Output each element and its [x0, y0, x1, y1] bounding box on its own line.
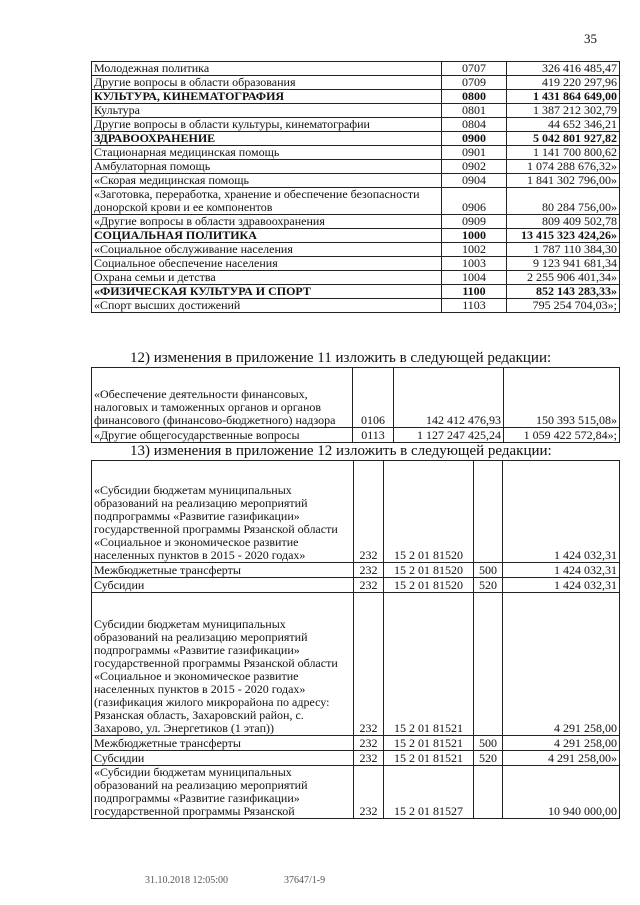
row-name: Межбюджетные трансферты: [92, 736, 354, 751]
footer-doc-code: 37647/1-9: [284, 875, 326, 886]
table-row: [92, 229, 620, 243]
row-amount-1: 142 412 476,93: [394, 368, 504, 428]
row-amount-1: 1 127 247 425,24: [394, 428, 504, 443]
row-amount: 1 431 864 649,00: [507, 90, 620, 104]
row-code: 0113: [353, 428, 394, 443]
row-code: 0909: [442, 215, 507, 229]
appendix-12-table: [91, 460, 620, 819]
row-name: Стационарная медицинская помощь: [92, 146, 442, 160]
table-row: [92, 174, 620, 188]
table-row: [92, 62, 620, 76]
table-row: [92, 257, 620, 271]
table-row: [92, 461, 620, 563]
row-vr-code: [474, 593, 503, 736]
row-code: 1003: [442, 257, 507, 271]
row-name: Другие вопросы в области культуры, кинематографии: [92, 118, 442, 132]
table-row: [92, 736, 620, 751]
amendment-heading-12: 12) изменения в приложение 11 изложить в следующей редакции:: [130, 350, 552, 366]
row-amount: 1 841 302 796,00»: [507, 174, 620, 188]
row-gr-code: 232: [354, 736, 384, 751]
row-code: 0709: [442, 76, 507, 90]
row-amount: 13 415 323 424,26»: [507, 229, 620, 243]
table-row: [92, 299, 620, 313]
budget-table-sections: [91, 61, 620, 313]
table-row: [92, 188, 620, 215]
row-name: «ФИЗИЧЕСКАЯ КУЛЬТУРА И СПОРТ: [92, 285, 442, 299]
table-row: [92, 104, 620, 118]
row-amount: 2 255 906 401,34»: [507, 271, 620, 285]
row-code: 0106: [353, 368, 394, 428]
row-name: «Социальное обслуживание населения: [92, 243, 442, 257]
table-row: [92, 90, 620, 104]
row-name: Межбюджетные трансферты: [92, 563, 354, 578]
row-code: 0801: [442, 104, 507, 118]
row-amount-2: 150 393 515,08»: [504, 368, 620, 428]
row-code: 0900: [442, 132, 507, 146]
table-row: [92, 751, 620, 766]
row-amount: 326 416 485,47: [507, 62, 620, 76]
row-code: 1004: [442, 271, 507, 285]
row-csr-code: 15 2 01 81520: [384, 578, 474, 593]
row-name: Субсидии бюджетам муниципальных образований на реализацию мероприятий подпрограммы «Развитие газификации» государственной программы Рязанской области «Социальное и экономическое развитие населенных пунктов в 2015 - 2020 годах» (газификация жилого микрорайона по адресу: Рязанская область, Захаровский район, с. Захарово, ул. Энергетиков (1 этап)): [92, 593, 354, 736]
row-code: 1100: [442, 285, 507, 299]
row-name: Другие вопросы в области образования: [92, 76, 442, 90]
row-code: 1002: [442, 243, 507, 257]
row-amount: 419 220 297,96: [507, 76, 620, 90]
row-vr-code: [474, 461, 503, 563]
table-row: [92, 215, 620, 229]
row-name: «Другие вопросы в области здравоохранения: [92, 215, 442, 229]
table-row: [92, 118, 620, 132]
row-csr-code: 15 2 01 81521: [384, 593, 474, 736]
table-row: [92, 593, 620, 736]
row-amount: 9 123 941 681,34: [507, 257, 620, 271]
table-row: [92, 368, 620, 428]
row-amount: 1 141 700 800,62: [507, 146, 620, 160]
row-amount: 1 387 212 302,79: [507, 104, 620, 118]
row-amount: 80 284 756,00»: [507, 188, 620, 215]
row-amount: 1 424 032,31: [503, 461, 620, 563]
row-name: ЗДРАВООХРАНЕНИЕ: [92, 132, 442, 146]
row-amount: 852 143 283,33»: [507, 285, 620, 299]
row-csr-code: 15 2 01 81527: [384, 766, 474, 819]
row-name: Культура: [92, 104, 442, 118]
row-amount: 10 940 000,00: [503, 766, 620, 819]
row-name: «Субсидии бюджетам муниципальных образований на реализацию мероприятий подпрограммы «Развитие газификации» государственной программы Рязанской: [92, 766, 354, 819]
row-gr-code: 232: [354, 578, 384, 593]
row-gr-code: 232: [354, 461, 384, 563]
row-name: Молодежная политика: [92, 62, 442, 76]
footer-date: 31.10.2018 12:05:00: [145, 875, 229, 886]
row-name: Охрана семьи и детства: [92, 271, 442, 285]
row-name: «Скорая медицинская помощь: [92, 174, 442, 188]
row-name: «Заготовка, переработка, хранение и обеспечение безопасности донорской крови и ее компонентов: [92, 188, 442, 215]
row-amount: 5 042 801 927,82: [507, 132, 620, 146]
table-row: [92, 76, 620, 90]
row-csr-code: 15 2 01 81521: [384, 736, 474, 751]
table-row: [92, 563, 620, 578]
table-row: [92, 146, 620, 160]
row-name: «Субсидии бюджетам муниципальных образований на реализацию мероприятий подпрограммы «Развитие газификации» государственной программы Рязанской области «Социальное и экономическое развитие населенных пунктов в 2015 - 2020 годах»: [92, 461, 354, 563]
row-name: Субсидии: [92, 578, 354, 593]
row-amount: 44 652 346,21: [507, 118, 620, 132]
table-row: [92, 243, 620, 257]
row-name: «Спорт высших достижений: [92, 299, 442, 313]
row-code: 0901: [442, 146, 507, 160]
row-amount: 4 291 258,00»: [503, 751, 620, 766]
row-gr-code: 232: [354, 593, 384, 736]
row-csr-code: 15 2 01 81520: [384, 563, 474, 578]
row-amount: 809 409 502,78: [507, 215, 620, 229]
table-row: [92, 132, 620, 146]
row-name: Субсидии: [92, 751, 354, 766]
row-name: Амбулаторная помощь: [92, 160, 442, 174]
row-vr-code: [474, 766, 503, 819]
table-row: [92, 160, 620, 174]
row-gr-code: 232: [354, 563, 384, 578]
row-code: 0800: [442, 90, 507, 104]
row-amount: 795 254 704,03»;: [507, 299, 620, 313]
appendix-11-table: [91, 367, 620, 443]
row-name: «Обеспечение деятельности финансовых, налоговых и таможенных органов и органов финансового (финансово-бюджетного) надзора: [92, 368, 353, 428]
row-name: КУЛЬТУРА, КИНЕМАТОГРАФИЯ: [92, 90, 442, 104]
table-row: [92, 578, 620, 593]
row-vr-code: 500: [474, 563, 503, 578]
row-amount-2: 1 059 422 572,84»;: [504, 428, 620, 443]
row-vr-code: 520: [474, 578, 503, 593]
table-row: [92, 271, 620, 285]
row-name: СОЦИАЛЬНАЯ ПОЛИТИКА: [92, 229, 442, 243]
row-code: 0707: [442, 62, 507, 76]
row-name: «Другие общегосударственные вопросы: [92, 428, 353, 443]
row-amount: 4 291 258,00: [503, 736, 620, 751]
row-amount: 4 291 258,00: [503, 593, 620, 736]
page-number: 35: [584, 31, 597, 46]
row-code: 1000: [442, 229, 507, 243]
row-csr-code: 15 2 01 81520: [384, 461, 474, 563]
row-code: 0804: [442, 118, 507, 132]
row-amount: 1 787 110 384,30: [507, 243, 620, 257]
row-amount: 1 074 288 676,32»: [507, 160, 620, 174]
row-code: 0906: [442, 188, 507, 215]
row-gr-code: 232: [354, 751, 384, 766]
row-vr-code: 520: [474, 751, 503, 766]
row-csr-code: 15 2 01 81521: [384, 751, 474, 766]
row-gr-code: 232: [354, 766, 384, 819]
row-vr-code: 500: [474, 736, 503, 751]
table-row: [92, 766, 620, 819]
table-row: [92, 285, 620, 299]
row-code: 0904: [442, 174, 507, 188]
row-code: 1103: [442, 299, 507, 313]
row-name: Социальное обеспечение населения: [92, 257, 442, 271]
amendment-heading-13: 13) изменения в приложение 12 изложить в следующей редакции:: [130, 443, 552, 459]
row-amount: 1 424 032,31: [503, 578, 620, 593]
row-code: 0902: [442, 160, 507, 174]
table-row: [92, 428, 620, 443]
row-amount: 1 424 032,31: [503, 563, 620, 578]
